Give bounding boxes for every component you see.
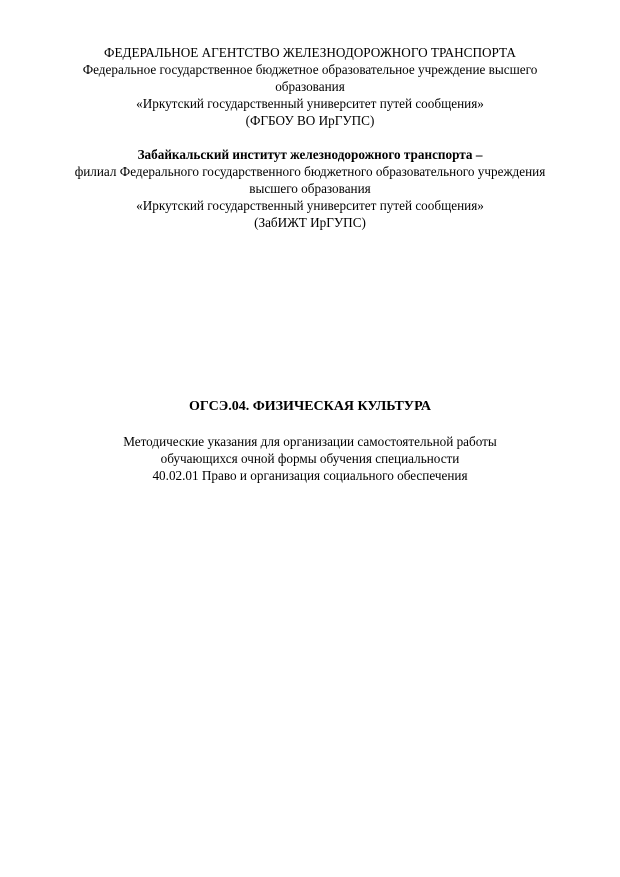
document-subtitle-line1: Методические указания для организации самостоятельной работы — [123, 434, 497, 449]
document-subtitle-line2: обучающихся очной формы обучения специальности — [160, 451, 460, 466]
document-subtitle-line3: 40.02.01 Право и организация социального обеспечения — [152, 468, 468, 483]
document-title: ОГСЭ.04. ФИЗИЧЕСКАЯ КУЛЬТУРА — [189, 399, 431, 414]
branch-abbreviation: (ЗабИЖТ ИрГУПС) — [254, 215, 366, 230]
institution-type-line2: образования — [275, 79, 345, 94]
branch-name: Забайкальский институт железнодорожного транспорта – — [137, 147, 483, 162]
university-abbreviation: (ФГБОУ ВО ИрГУПС) — [245, 113, 375, 128]
institution-type-line1: Федеральное государственное бюджетное образовательное учреждение высшего — [82, 62, 538, 77]
university-name: «Иркутский государственный университет путей сообщения» — [136, 96, 484, 111]
branch-description-line1: филиал Федерального государственного бюджетного образовательного учреждения — [74, 164, 546, 179]
agency-name: ФЕДЕРАЛЬНОЕ АГЕНТСТВО ЖЕЛЕЗНОДОРОЖНОГО ТРАНСПОРТА — [104, 45, 516, 60]
branch-university-name: «Иркутский государственный университет путей сообщения» — [136, 198, 484, 213]
branch-description-line2: высшего образования — [249, 181, 371, 196]
